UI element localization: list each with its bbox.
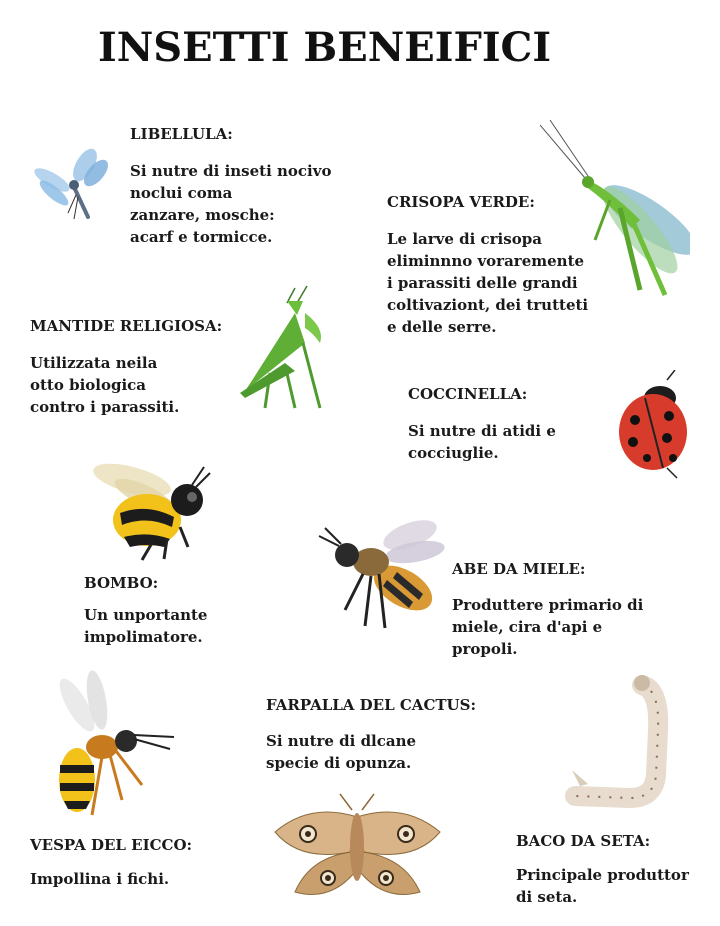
insect-name: CRISOPA VERDE: [387, 193, 535, 211]
insect-description: Un unportante impolimatore. [84, 606, 208, 646]
insect-description: Impollina i fichi. [30, 870, 170, 888]
insect-description: Le larve di crisopa eliminnno voraremente i parassiti delle grandi coltivaziont, dei trutteti e delle serre. [387, 230, 589, 336]
insect-name: FARPALLA DEL CACTUS: [266, 696, 476, 714]
dragonfly-icon [30, 135, 110, 230]
insect-description: Si nutre di inseti nocivo noclui coma zanzare, mosche: acarf e tormicce. [130, 162, 332, 246]
insect-name: BOMBO: [84, 574, 159, 592]
insect-name: VESPA DEL EICCO: [30, 836, 193, 854]
insect-description: Si nutre di atidi e cocciuglie. [408, 422, 556, 462]
honeybee-icon [315, 510, 445, 640]
wasp-icon [52, 665, 182, 820]
silkworm-icon [560, 670, 680, 810]
insect-name: MANTIDE RELIGIOSA: [30, 317, 223, 335]
insect-description: Si nutre di dlcane specie di opunza. [266, 732, 417, 772]
insect-description: Produttere primario di miele, cira d'api e propoli. [452, 596, 644, 658]
insect-name: ABE DA MIELE: [452, 560, 586, 578]
insect-description: Principale produttor di seta. [516, 866, 689, 906]
insect-name: COCCINELLA: [408, 385, 528, 403]
ladybug-icon [605, 370, 695, 480]
mantis-icon [225, 283, 335, 413]
insect-description: Utilizzata neila otto biologica contro i parassiti. [30, 354, 180, 416]
insect-name: BACO DA SETA: [516, 832, 651, 850]
page-title: INSETTI BENEIFICI [98, 24, 552, 71]
bumblebee-icon [92, 455, 217, 565]
insect-name: LIBELLULA: [130, 125, 233, 143]
moth-icon [270, 792, 445, 904]
